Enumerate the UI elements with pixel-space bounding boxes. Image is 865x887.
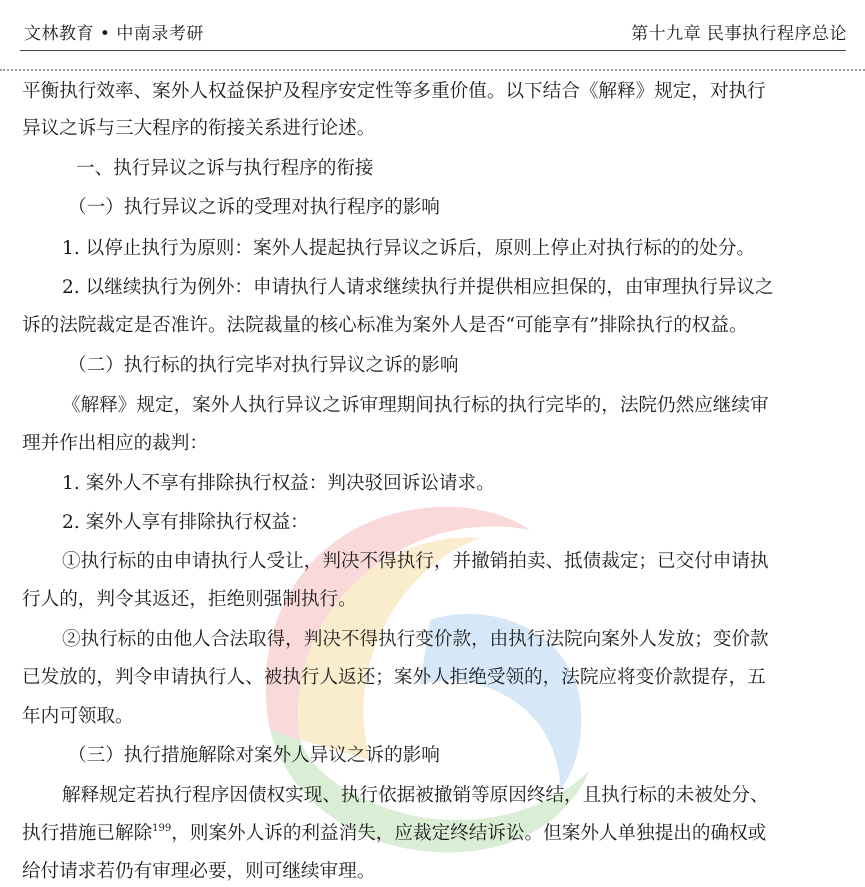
text-line [0,781,865,811]
text-line [0,351,865,381]
paragraph-text: 解释规定若执行程序因债权实现、执行依据被撤销等原因终结，且执行标的未被处分、 [62,785,769,806]
list-item: 2. 以继续执行为例外：申请执行人请求继续执行并提供相应担保的，由审理执行异议之 [62,277,774,298]
text-line [0,741,865,771]
text-line [0,857,865,887]
paragraph-text: 诉的法院裁定是否准许。法院裁量的核心标准为案外人是否“可能享有”排除执行的权益。 [22,315,748,336]
paragraph-text: 行人的，判令其返还，拒绝则强制执行。 [22,589,357,610]
paragraph-text [22,819,766,849]
text-line [0,114,865,144]
text-line [0,77,865,107]
paragraph-text: 平衡执行效率、案外人权益保护及程序安定性等多重价值。以下结合《解释》规定，对执行 [22,81,766,102]
header-chapter-title: 第十九章 民事执行程序总论 [631,24,847,44]
list-item: ①执行标的由申请执行人受让，判决不得执行，并撤销拍卖、抵债裁定；已交付申请执 [62,551,769,572]
paragraph-text: 理并作出相应的裁判： [22,433,208,454]
text-line [0,469,865,499]
list-item: ②执行标的由他人合法取得，判决不得执行变价款，由执行法院向案外人发放；变价款 [62,629,769,650]
header-rule [20,50,846,51]
section-heading: 一、执行异议之诉与执行程序的衔接 [76,158,374,179]
paragraph-text: 给付请求若仍有审理必要，则可继续审理。 [22,861,376,882]
subsection-heading: （一）执行异议之诉的受理对执行程序的影响 [68,197,440,218]
text-line [0,311,865,341]
paragraph-text: 《解释》规定，案外人执行异议之诉审理期间执行标的执行完毕的，法院仍然应继续审 [62,395,769,416]
text-line [0,391,865,421]
text-line [0,508,865,538]
page-header [0,0,865,52]
paragraph-text: 异议之诉与三大程序的衔接关系进行论述。 [22,118,376,139]
text-line [0,193,865,223]
text-line [0,625,865,655]
text-line [0,547,865,577]
header-publisher: 文林教育 • 中南录考研 [24,24,204,44]
text-line [0,663,865,693]
subsection-heading: （三）执行措施解除对案外人异议之诉的影响 [68,745,440,766]
list-item: 1. 案外人不享有排除执行权益：判决驳回诉讼请求。 [62,473,495,494]
text-segment: ，则案外人诉的利益消失，应裁定终结诉讼。但案外人单独提出的确权或 [171,823,767,844]
paragraph-text: 年内可领取。 [22,706,134,727]
text-line [0,154,865,184]
list-item: 2. 案外人享有排除执行权益： [62,512,309,533]
footnote-ref[interactable]: 199 [152,823,172,834]
text-line [0,273,865,303]
subsection-heading: （二）执行标的执行完毕对执行异议之诉的影响 [68,355,459,376]
text-segment: 执行措施已解除 [22,823,153,844]
paragraph-text: 已发放的，判令申请执行人、被执行人返还；案外人拒绝受领的，法院应将变价款提存，五 [22,667,766,688]
text-line [0,585,865,615]
text-line [0,819,865,849]
dotted-separator [0,69,865,71]
text-line [0,429,865,459]
list-item: 1. 以停止执行为原则：案外人提起执行异议之诉后，原则上停止对执行标的的处分。 [62,238,756,259]
text-line [0,234,865,264]
text-line [0,702,865,732]
